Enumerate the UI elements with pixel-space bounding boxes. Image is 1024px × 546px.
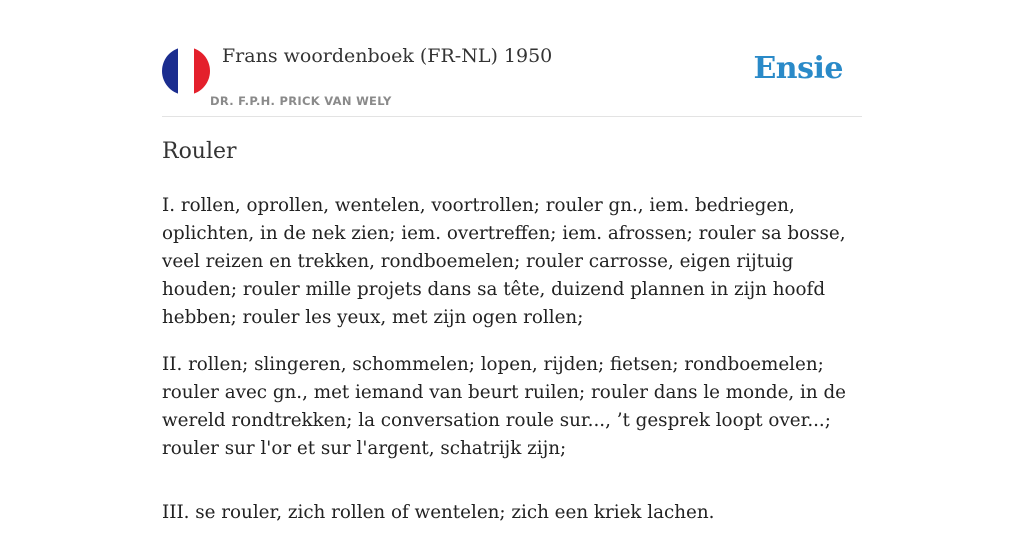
entry-title: Rouler — [162, 139, 237, 164]
flag-blue-stripe — [162, 47, 178, 95]
dictionary-title[interactable]: Frans woordenboek (FR-NL) 1950 — [222, 45, 553, 67]
flag-red-stripe — [194, 47, 210, 95]
definition-3: III. se rouler, zich rollen of wentelen; zich een kriek lachen. — [162, 502, 715, 523]
french-flag-icon — [162, 47, 210, 95]
definition-1: I. rollen, oprollen, wentelen, voortrollen; rouler gn., iem. bedriegen, oplichten, in de nek zien; iem. overtreffen; iem. afrossen; rouler sa bosse, veel reizen en trekken, rondboemelen; rouler carrosse, eigen rijtuig houden; rouler mille projets dans sa tête, duizend plannen in zijn hoofd hebben; rouler les yeux, met zijn ogen rollen; — [162, 195, 846, 328]
definition-2: II. rollen; slingeren, schommelen; lopen, rijden; fietsen; rondboemelen; rouler avec gn., met iemand van beurt ruilen; rouler dans le monde, in de wereld rondtrekken; la conversation roule sur..., ’t gesprek loopt over...; rouler sur l'or et sur l'argent, schatrijk zijn; — [162, 354, 847, 459]
flag-white-stripe — [178, 47, 194, 95]
dictionary-header — [162, 0, 862, 117]
ensie-logo-link[interactable]: Ensie — [753, 51, 843, 86]
dictionary-author: DR. F.P.H. PRICK VAN WELY — [210, 94, 392, 108]
dictionary-card — [162, 0, 862, 523]
definitions-list — [162, 192, 862, 546]
